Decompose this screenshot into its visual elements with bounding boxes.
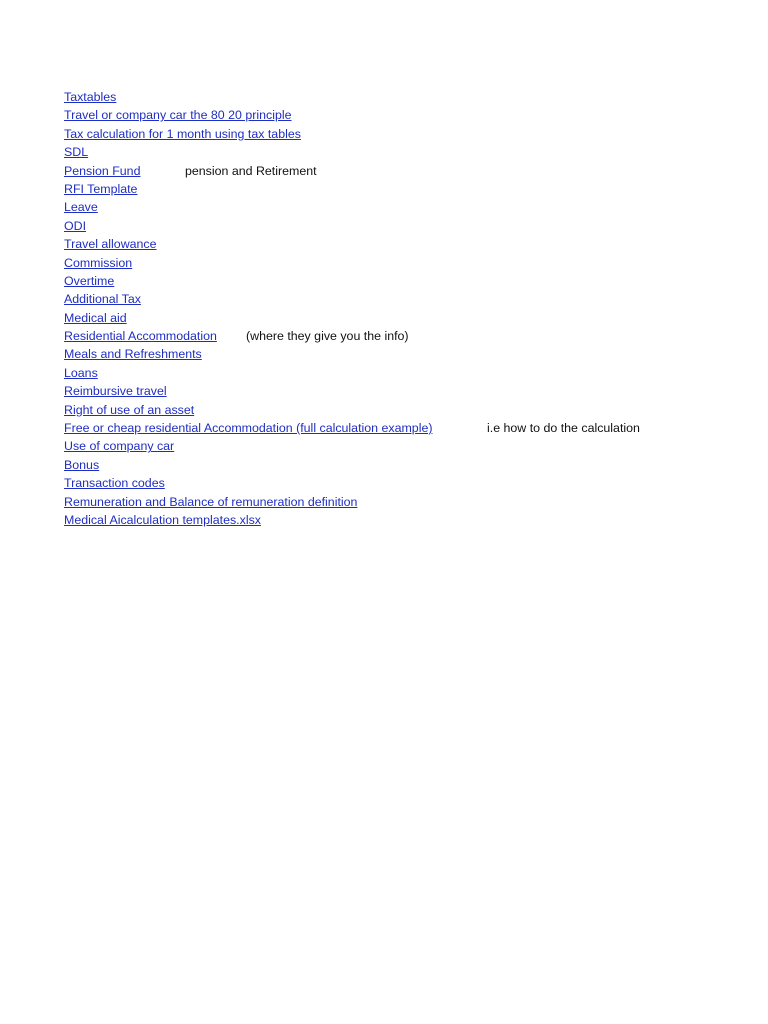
link-rfi-template[interactable]: RFI Template [64,181,138,196]
link-travel-company-car-80-20[interactable]: Travel or company car the 80 20 principle [64,108,292,123]
list-item [64,364,744,382]
link-bonus[interactable]: Bonus [64,457,100,472]
link-pension-fund[interactable]: Pension Fund [64,163,141,178]
link-additional-tax[interactable]: Additional Tax [64,292,141,307]
link-commission[interactable]: Commission [64,255,133,270]
list-item [64,198,744,216]
note-where-they-give-info: (where they give you the info) [246,329,409,344]
link-residential-accommodation[interactable]: Residential Accommodation [64,329,217,344]
link-transaction-codes[interactable]: Transaction codes [64,476,165,491]
link-leave[interactable]: Leave [64,200,98,215]
link-medical-aid[interactable]: Medical aid [64,310,127,325]
link-loans[interactable]: Loans [64,365,98,380]
list-item [64,143,744,161]
list-item [64,180,744,198]
link-meals-refreshments[interactable]: Meals and Refreshments [64,347,202,362]
link-overtime[interactable]: Overtime [64,273,115,288]
note-pension-retirement: pension and Retirement [185,163,317,178]
link-use-of-company-car[interactable]: Use of company car [64,439,175,454]
list-item [64,382,744,400]
link-travel-allowance[interactable]: Travel allowance [64,237,157,252]
link-list [64,88,744,529]
list-item [64,419,744,437]
link-remuneration-definition[interactable]: Remuneration and Balance of remuneration definition [64,494,358,509]
link-taxtables[interactable]: Taxtables [64,90,117,104]
list-item [64,345,744,363]
list-item [64,511,744,529]
list-item [64,474,744,492]
list-item [64,88,744,106]
link-tax-calculation-1-month[interactable]: Tax calculation for 1 month using tax tables [64,126,301,141]
list-item [64,456,744,474]
list-item [64,437,744,455]
list-item [64,235,744,253]
list-item [64,254,744,272]
link-odi[interactable]: ODI [64,218,87,233]
link-sdl[interactable]: SDL [64,145,89,160]
list-item [64,162,744,180]
list-item [64,125,744,143]
list-item [64,217,744,235]
list-item [64,290,744,308]
link-reimbursive-travel[interactable]: Reimbursive travel [64,384,167,399]
link-free-cheap-residential-accommodation[interactable]: Free or cheap residential Accommodation (full calculation example) [64,421,433,436]
list-item [64,401,744,419]
link-medical-aid-calculation-templates[interactable]: Medical Aicalculation templates.xlsx [64,512,261,527]
list-item [64,309,744,327]
list-item [64,106,744,124]
note-how-to-calculate: i.e how to do the calculation [487,421,640,436]
link-right-of-use-asset[interactable]: Right of use of an asset [64,402,195,417]
list-item [64,493,744,511]
list-item [64,272,744,290]
list-item [64,327,744,345]
